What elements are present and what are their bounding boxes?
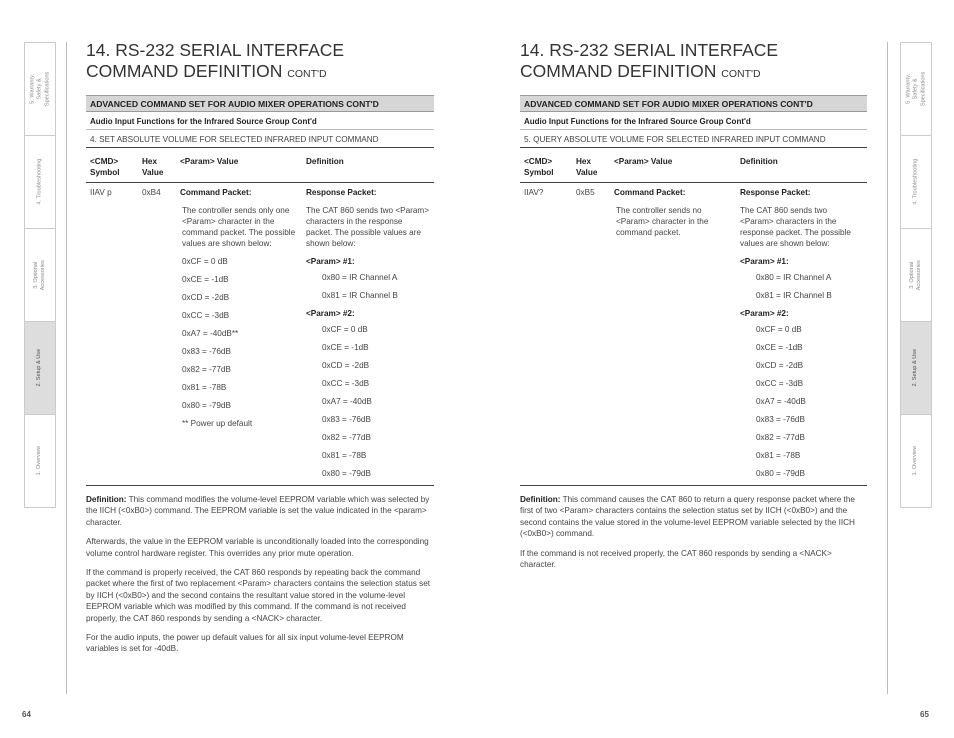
param1-values: 0x80 = IR Channel A 0x81 = IR Channel B [756, 273, 832, 300]
col-definition: Definition [736, 148, 867, 183]
col-hex-value: Hex Value [138, 148, 176, 183]
param-cell: Command Packet: The controller sends no <Param> character in the command packet. [614, 188, 709, 237]
right-side-tabs [900, 42, 932, 508]
page-number-left: 64 [22, 710, 31, 719]
col-cmd-symbol: <CMD> Symbol [86, 148, 138, 183]
definition-cell: Response Packet: The CAT 860 sends two <Param> characters in the response packet. The possible values are shown below: <Param> #1: 0x80 = IR Channel A 0x81 = IR Channel B <Param> #2: 0xCF = 0 dB 0xCE = -1dB 0xCD = -2dB 0xCC = -3dB 0xA7 = -40dB 0x83 = -76dB 0x82 = -77dB 0x81 = -78B 0x80 = -79dB [736, 183, 867, 479]
page-number-right: 65 [920, 710, 929, 719]
side-tab-warranty[interactable]: 5. Warranty, Safety & Specifications [900, 42, 932, 136]
sub-header: Audio Input Functions for the Infrared Source Group Cont'd [520, 112, 867, 130]
col-hex-value: Hex Value [572, 148, 610, 183]
side-tab-warranty[interactable]: 5. Warranty, Safety & Specifications [24, 42, 56, 136]
side-tab-accessories[interactable]: 3. Optional Accessories [24, 228, 56, 322]
side-tab-setup[interactable]: 2. Setup & Use [24, 321, 56, 415]
definition-cell: Response Packet: The CAT 860 sends two <Param> characters in the response packet. The possible values are shown below: <Param> #1: 0x80 = IR Channel A 0x81 = IR Channel B <Param> #2: 0xCF = 0 dB 0xCE = -1dB 0xCD = -2dB 0xCC = -3dB 0xA7 = -40dB 0x83 = -76dB 0x82 = -77dB 0x81 = -78B 0x80 = -79dB [306, 188, 430, 478]
param-cell: Command Packet: The controller sends only one <Param> character in the command packet. The possible values are shown below: 0xCF = 0 dB 0xCE = -1dB 0xCD = -2dB 0xCC = -3dB 0xA7 = -40dB** 0x83 = -76dB 0x82 = -77dB 0x81 = -78B 0x80 = -79dB ** Power up default [176, 183, 302, 479]
param1-values: 0x80 = IR Channel A 0x81 = IR Channel B [322, 273, 398, 300]
right-page [520, 40, 867, 570]
body-paragraph: Afterwards, the value in the EEPROM variable is unconditionally loaded into the corresponding volume control hardware register. This overrides any prior mute operation. [86, 537, 429, 558]
page-title: 14. RS-232 SERIAL INTERFACE COMMAND DEFINITION CONT'D [86, 40, 345, 81]
body-paragraph: For the audio inputs, the power up default values for all six input volume-level EEPROM variables is set for -40dB. [86, 633, 404, 654]
body-paragraph: If the command is not received properly, the CAT 860 responds by sending a <NACK> character. [520, 548, 832, 570]
section-header: ADVANCED COMMAND SET FOR AUDIO MIXER OPERATIONS CONT'D [520, 95, 867, 112]
col-definition: Definition [302, 148, 434, 183]
section-header: ADVANCED COMMAND SET FOR AUDIO MIXER OPERATIONS CONT'D [86, 95, 434, 112]
left-divider [66, 42, 67, 694]
cmd-symbol: IIAV? [524, 188, 544, 197]
side-tab-overview[interactable]: 1. Overview [900, 414, 932, 508]
side-tab-overview[interactable]: 1. Overview [24, 414, 56, 508]
param2-values: 0xCF = 0 dB 0xCE = -1dB 0xCD = -2dB 0xCC = -3dB 0xA7 = -40dB 0x83 = -76dB 0x82 = -77dB 0x81 = -78B 0x80 = -79dB [322, 325, 372, 478]
table-bottom-rule [520, 485, 867, 486]
sub-header: Audio Input Functions for the Infrared Source Group Cont'd [86, 112, 434, 130]
right-divider [887, 42, 888, 694]
command-table [86, 148, 434, 479]
command-table [520, 148, 867, 479]
definition-paragraph: Definition: This command causes the CAT 860 to return a query response packet where the first of two <Param> characters contains the selection status set by IICH (<0xB0>) and the second contains the value stored in the volume-level EEPROM variable selected by the IICH (<0xB0>) command. [520, 495, 855, 539]
page-title: 14. RS-232 SERIAL INTERFACE COMMAND DEFINITION CONT'D [520, 40, 779, 81]
left-page [86, 40, 434, 655]
side-tab-troubleshooting[interactable]: 4. Troubleshooting [900, 135, 932, 229]
param-values-list: 0xCF = 0 dB 0xCE = -1dB 0xCD = -2dB 0xCC = -3dB 0xA7 = -40dB** 0x83 = -76dB 0x82 = -77dB 0x81 = -78B 0x80 = -79dB ** Power up default [182, 257, 253, 428]
hex-value: 0xB4 [142, 188, 161, 197]
side-tab-accessories[interactable]: 3. Optional Accessories [900, 228, 932, 322]
side-tab-troubleshooting[interactable]: 4. Troubleshooting [24, 135, 56, 229]
col-param-value: <Param> Value [610, 148, 736, 183]
command-title: 5. QUERY ABSOLUTE VOLUME FOR SELECTED INFRARED INPUT COMMAND [520, 130, 867, 148]
side-tab-setup[interactable]: 2. Setup & Use [900, 321, 932, 415]
left-side-tabs [24, 42, 56, 508]
param2-values: 0xCF = 0 dB 0xCE = -1dB 0xCD = -2dB 0xCC = -3dB 0xA7 = -40dB 0x83 = -76dB 0x82 = -77dB 0x81 = -78B 0x80 = -79dB [756, 325, 806, 478]
body-paragraph: If the command is properly received, the CAT 860 responds by repeating back the command packet where the first of two replacement <Param> characters contains the selection status set by IICH (<0xB0>) and the second contains the resultant value stored in the volume-level EEPROM variable which was modified by this command. If the command is not received properly, the CAT 860 responds by sending a <NACK> character. [86, 568, 431, 623]
hex-value: 0xB5 [576, 188, 595, 197]
table-bottom-rule [86, 485, 434, 486]
cmd-symbol: IIAV p [90, 188, 112, 197]
col-cmd-symbol: <CMD> Symbol [520, 148, 572, 183]
col-param-value: <Param> Value [176, 148, 302, 183]
command-title: 4. SET ABSOLUTE VOLUME FOR SELECTED INFRARED INPUT COMMAND [86, 130, 434, 148]
definition-paragraph: Definition: This command modifies the volume-level EEPROM variable which was selected by the IICH (<0xB0>) command. The EEPROM variable is set the value indicated in the <param> character. [86, 495, 430, 527]
